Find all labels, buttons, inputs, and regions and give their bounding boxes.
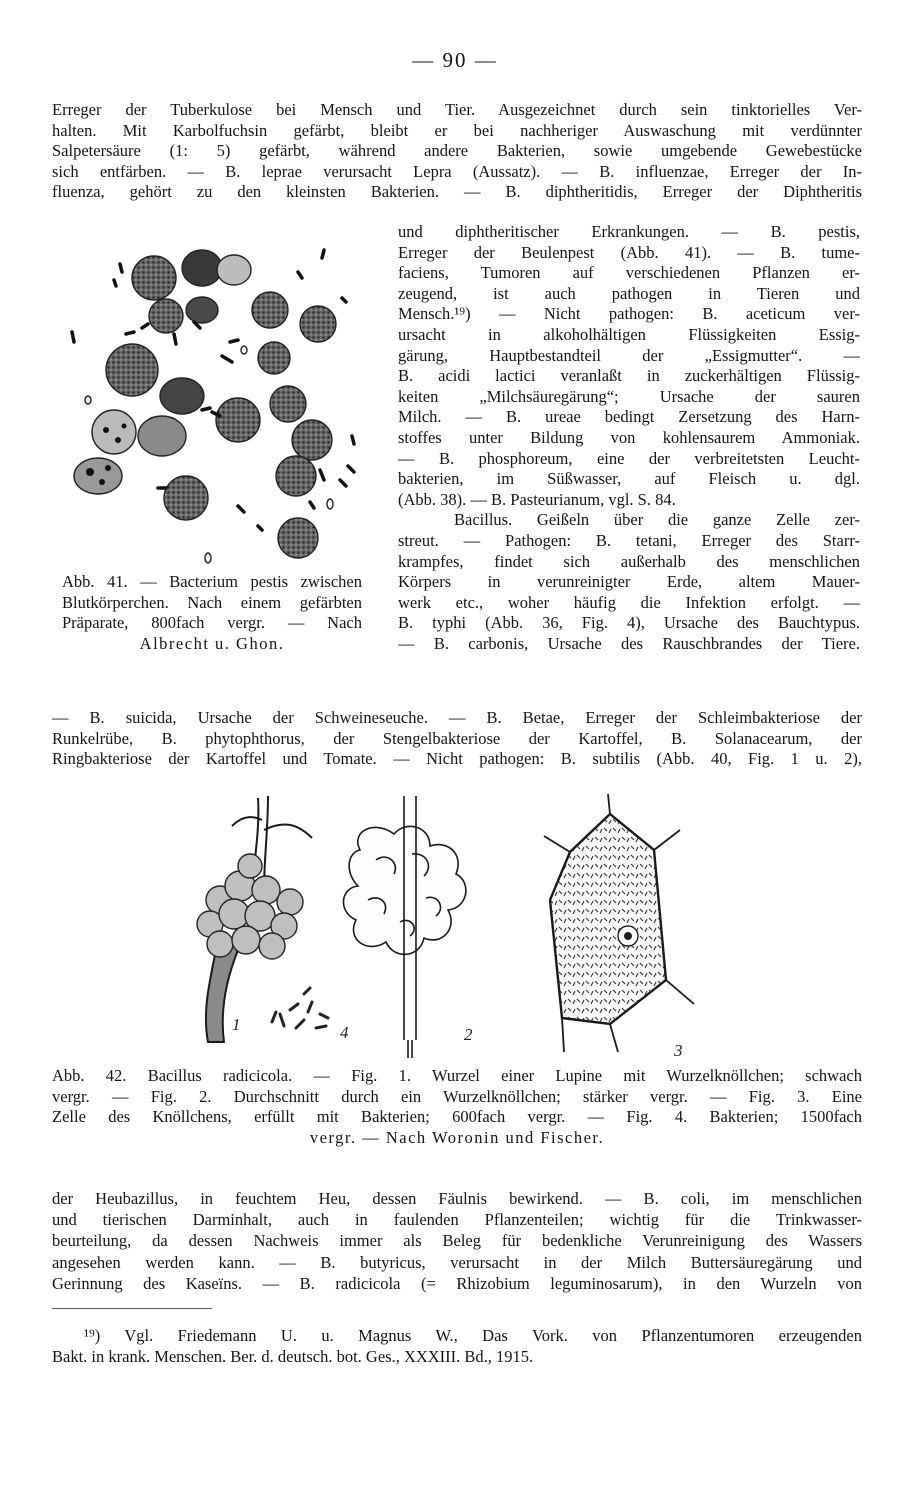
caption-line: Zelle des Knöllchens, erfüllt mit Bakterien; 600fach vergr. — Fig. 4. Bakterien; 1500fach: [52, 1107, 862, 1127]
text-line: werk etc., woher häufig die Infektion erfolgt. —: [398, 592, 860, 612]
text-line: — B. carbonis, Ursache des Rauschbrandes der Tiere.: [398, 633, 860, 653]
text-line: Bacillus. Geißeln über die ganze Zelle zer-: [454, 510, 860, 530]
fig-42-label-2: 2: [464, 1025, 473, 1044]
caption-line: Blutkörperchen. Nach einem gefärbten: [62, 592, 362, 612]
footnote-line: ¹⁹) Vgl. Friedemann U. u. Magnus W., Das Vork. von Pflanzentumoren erzeugenden: [84, 1326, 862, 1345]
bottom-paragraph: [52, 1188, 862, 1294]
text-line: Erreger der Beulenpest (Abb. 41). — B. tume-: [398, 242, 860, 262]
fig-42-label-1: 1: [232, 1015, 241, 1034]
text-line: stoffes unter Bildung von kohlensaurem Ammoniak.: [398, 427, 860, 447]
text-line: fluenza, gehört zu den kleinsten Bakterien. — B. diphtheritidis, Erreger der Diphtheritis: [52, 182, 862, 202]
text-line: B. typhi (Abb. 36, Fig. 4), Ursache des Bauchtypus.: [398, 613, 860, 633]
caption-line: vergr. — Nach Woronin und Fischer.: [309, 1127, 605, 1147]
text-line: — B. phosphoreum, eine der verbreitetsten Leucht-: [398, 448, 860, 468]
text-line: ursacht in alkoholhältigen Flüssigkeiten Essig-: [398, 324, 860, 344]
text-line: B. acidi lactici veranlaßt in zuckerhältigen Flüssig-: [398, 366, 860, 386]
text-line: gärung, Hauptbestandteil der „Essigmutter“. —: [398, 345, 860, 365]
fig-1-nodules: [197, 854, 303, 959]
figure-42-caption: [52, 1066, 862, 1148]
text-line: keiten „Milchsäuregärung“; Ursache der sauren: [398, 386, 860, 406]
footnote-line: Bakt. in krank. Menschen. Ber. d. deutsch. bot. Ges., XXXIII. Bd., 1915.: [52, 1346, 534, 1366]
text-line: Salpetersäure (1: 5) gefärbt, während andere Bakterien, sowie umgebende Gewebestücke: [52, 141, 862, 161]
text-line: Körpers in verunreinigter Erde, altem Mauer-: [398, 572, 860, 592]
text-line: Mensch.¹⁹) — Nicht pathogen: B. aceticum ver-: [398, 304, 860, 324]
text-line: krampfes, findet sich außerhalb des menschlichen: [398, 551, 860, 571]
figure-42-root-nodule-illustration: [180, 790, 720, 1060]
figure-41-plague-bacteria-illustration: [62, 236, 372, 566]
top-paragraph: [52, 100, 862, 203]
right-column-paragraph: [398, 222, 860, 654]
fig-42-label-4: 4: [340, 1023, 349, 1042]
text-line: sich entfärben. — B. leprae verursacht Lepra (Aussatz). — B. influenzae, Erreger der In-: [52, 161, 862, 181]
text-line: bakterien, im Süßwasser, auf Fleisch u. dgl.: [398, 469, 860, 489]
caption-line: vergr. — Fig. 2. Durchschnitt durch ein Wurzelknöllchen; stärker vergr. — Fig. 3. Eine: [52, 1086, 862, 1106]
text-line: Milch. — B. ureae bedingt Zersetzung des Harn-: [398, 407, 860, 427]
text-line: Ringbakteriose der Kartoffel und Tomate. — Nicht pathogen: B. subtilis (Abb. 40, Fig. 1 u. 2),: [52, 749, 862, 769]
fig-42-label-3: 3: [674, 1041, 683, 1060]
page-number: — 90 —: [412, 48, 498, 72]
text-line: Gerinnung des Kaseïns. — B. radicicola (= Rhizobium leguminosarum), in den Wurzeln von: [52, 1273, 862, 1293]
text-line: (Abb. 38). — B. Pasteurianum, vgl. S. 84.: [398, 489, 676, 509]
text-line: Runkelrübe, B. phytophthorus, der Stengelbakteriose der Kartoffel, B. Solanacearum, der: [52, 728, 862, 748]
text-line: und tierischen Darminhalt, auch in faulenden Pflanzenteilen; wichtig für die Trinkwasser-: [52, 1210, 862, 1230]
text-line: Erreger der Tuberkulose bei Mensch und Tier. Ausgezeichnet durch sein tinktorielles Ver-: [52, 100, 862, 119]
footnote-divider: [52, 1308, 212, 1309]
text-line: der Heubazillus, in feuchtem Heu, dessen Fäulnis bewirkend. — B. coli, im menschlichen: [52, 1189, 862, 1208]
figure-41-caption: [62, 572, 362, 654]
fig-2-section: [343, 796, 465, 1058]
text-line: — B. suicida, Ursache der Schweineseuche. — B. Betae, Erreger der Schleimbakteriose der: [52, 708, 862, 727]
text-line: angesehen werden kann. — B. butyricus, verursacht in der Milch Buttersäuregärung und: [52, 1252, 862, 1272]
footnote: [52, 1326, 862, 1367]
middle-paragraph: [52, 708, 862, 770]
text-line: faciens, Tumoren auf verschiedenen Pflanzen er-: [398, 263, 860, 283]
text-line: und diphtheritischer Erkrankungen. — B. pestis,: [398, 222, 860, 241]
text-line: streut. — Pathogen: B. tetani, Erreger des Starr-: [398, 530, 860, 550]
fig-3-cell: [544, 794, 694, 1052]
caption-line: Abb. 41. — Bacterium pestis zwischen: [62, 572, 362, 591]
text-line: halten. Mit Karbolfuchsin gefärbt, bleibt er bei nachheriger Auswaschung mit verdünnter: [52, 120, 862, 140]
text-line: zeugend, ist auch pathogen in Tieren und: [398, 283, 860, 303]
caption-line: Albrecht u. Ghon.: [139, 633, 285, 653]
text-line: beurteilung, da dessen Nachweis immer als Beleg für bedenkliche Verunreinigung des Wassers: [52, 1231, 862, 1251]
caption-line: Abb. 42. Bacillus radicicola. — Fig. 1. Wurzel einer Lupine mit Wurzelknöllchen; schwach: [52, 1066, 862, 1085]
caption-line: Präparate, 800fach vergr. — Nach: [62, 613, 362, 633]
fig-4-bacteria: [272, 988, 328, 1028]
